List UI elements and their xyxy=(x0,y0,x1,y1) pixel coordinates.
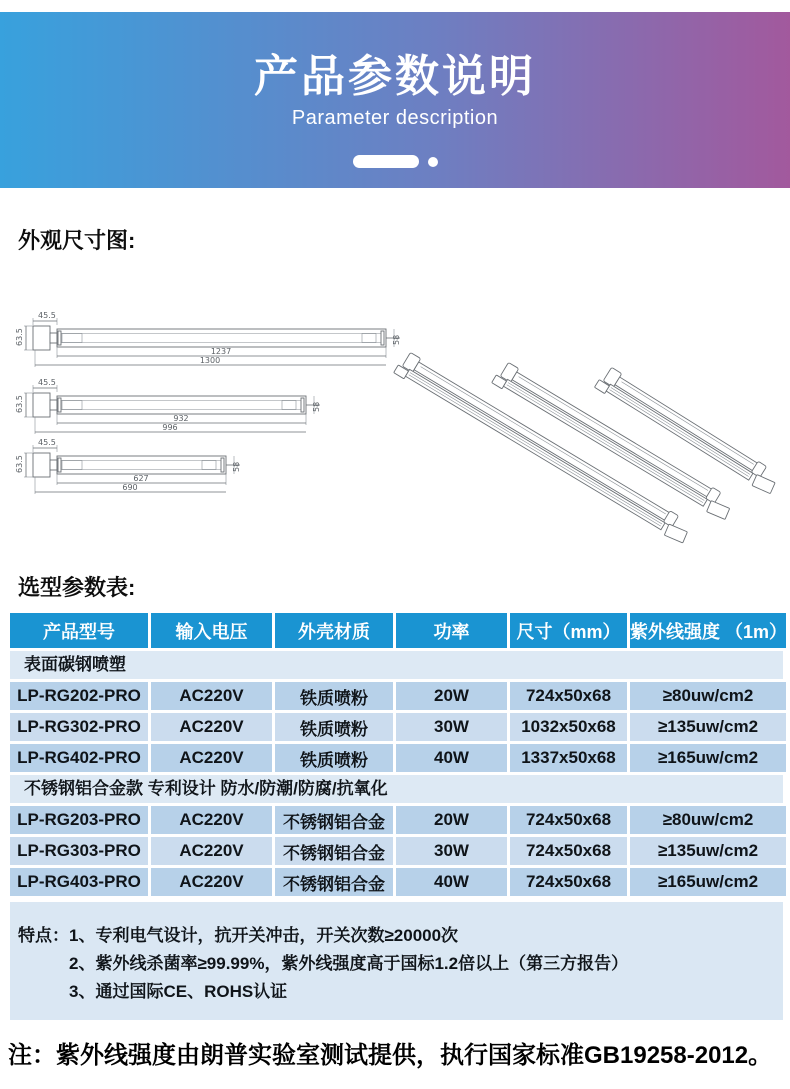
dim-inner-length: 932 xyxy=(173,414,189,423)
cell-power: 20W xyxy=(396,806,507,834)
cell-material: 铁质喷粉 xyxy=(275,682,393,710)
cell-material: 不锈钢铝合金 xyxy=(275,868,393,896)
dimensions-heading: 外观尺寸图: xyxy=(18,228,136,253)
feature-item: 2、紫外线杀菌率≥99.99%，紫外线强度高于国标1.2倍以上（第三方报告） xyxy=(69,954,629,974)
dim-end-height: 58 xyxy=(312,401,321,412)
dimension-drawing-996 xyxy=(15,378,321,434)
table-heading: 选型参数表: xyxy=(18,575,136,600)
cell-power: 40W xyxy=(396,744,507,772)
cell-power: 20W xyxy=(396,682,507,710)
dim-top-width: 45.5 xyxy=(38,438,56,447)
page-title: 产品参数说明 xyxy=(254,52,536,101)
cell-voltage: AC220V xyxy=(151,868,272,896)
dim-inner-length: 627 xyxy=(133,474,149,483)
divider-pill-icon xyxy=(353,155,419,168)
cell-size: 1032x50x68 xyxy=(510,713,627,741)
table-header-row xyxy=(10,613,788,648)
table-row xyxy=(10,868,783,896)
cell-material: 不锈钢铝合金 xyxy=(275,806,393,834)
cell-material: 不锈钢铝合金 xyxy=(275,837,393,865)
cell-power: 30W xyxy=(396,837,507,865)
dim-outer-length: 690 xyxy=(122,483,138,492)
cell-uv-intensity: ≥80uw/cm2 xyxy=(630,806,786,834)
column-header-uv-intensity: 紫外线强度 （1m） xyxy=(630,613,786,648)
cell-model: LP-RG303-PRO xyxy=(10,837,148,865)
cell-uv-intensity: ≥135uw/cm2 xyxy=(630,713,786,741)
cell-size: 724x50x68 xyxy=(510,682,627,710)
cell-uv-intensity: ≥165uw/cm2 xyxy=(630,868,786,896)
column-header-model: 产品型号 xyxy=(10,613,148,648)
cell-material: 铁质喷粉 xyxy=(275,744,393,772)
dim-outer-length: 996 xyxy=(162,423,178,432)
column-header-material: 外壳材质 xyxy=(275,613,393,648)
isometric-lamp-large xyxy=(394,350,695,545)
cell-uv-intensity: ≥165uw/cm2 xyxy=(630,744,786,772)
cell-voltage: AC220V xyxy=(151,806,272,834)
dim-side-height: 63.5 xyxy=(15,455,24,473)
dim-inner-length: 1237 xyxy=(210,347,232,356)
page-subtitle: Parameter description xyxy=(291,107,499,129)
cell-power: 30W xyxy=(396,713,507,741)
cell-material: 铁质喷粉 xyxy=(275,713,393,741)
table-group-row-stainless: 不锈钢铝合金款 专利设计 防水/防潮/防腐/抗氧化 xyxy=(10,775,783,803)
cell-size: 724x50x68 xyxy=(510,837,627,865)
cell-model: LP-RG203-PRO xyxy=(10,806,148,834)
dimension-drawings xyxy=(0,288,790,566)
cell-size: 724x50x68 xyxy=(510,806,627,834)
cell-power: 40W xyxy=(396,868,507,896)
column-header-size: 尺寸（mm） xyxy=(510,613,627,648)
dim-side-height: 63.5 xyxy=(15,395,24,413)
dim-end-height: 58 xyxy=(392,334,401,345)
divider-dot-icon xyxy=(428,157,438,167)
dimension-drawing-690 xyxy=(15,438,241,494)
cell-voltage: AC220V xyxy=(151,744,272,772)
feature-item: 3、通过国际CE、ROHS认证 xyxy=(69,982,288,1002)
table-row xyxy=(10,682,783,710)
cell-size: 1337x50x68 xyxy=(510,744,627,772)
banner-divider xyxy=(0,155,790,168)
dim-side-height: 63.5 xyxy=(15,328,24,346)
table-row xyxy=(10,806,783,834)
cell-uv-intensity: ≥135uw/cm2 xyxy=(630,837,786,865)
feature-item: 1、专利电气设计，抗开关冲击，开关次数≥20000次 xyxy=(69,926,459,945)
cell-uv-intensity: ≥80uw/cm2 xyxy=(630,682,786,710)
table-row xyxy=(10,744,783,772)
column-header-power: 功率 xyxy=(396,613,507,648)
note-text: 注：紫外线强度由朗普实验室测试提供，执行国家标准GB19258-2012。 xyxy=(8,1042,773,1069)
cell-size: 724x50x68 xyxy=(510,868,627,896)
dimension-drawings-svg xyxy=(0,288,790,566)
cell-model: LP-RG402-PRO xyxy=(10,744,148,772)
column-header-voltage: 输入电压 xyxy=(151,613,272,648)
features-label: 特点： xyxy=(18,926,69,945)
cell-voltage: AC220V xyxy=(151,713,272,741)
cell-model: LP-RG403-PRO xyxy=(10,868,148,896)
spec-table xyxy=(10,613,788,899)
cell-voltage: AC220V xyxy=(151,682,272,710)
cell-voltage: AC220V xyxy=(151,837,272,865)
banner xyxy=(0,12,790,188)
table-group-row-carbon-steel: 表面碳钢喷塑 xyxy=(10,651,783,679)
table-row xyxy=(10,837,783,865)
cell-model: LP-RG202-PRO xyxy=(10,682,148,710)
table-row xyxy=(10,713,783,741)
features-list xyxy=(69,922,773,1006)
cell-model: LP-RG302-PRO xyxy=(10,713,148,741)
features-block xyxy=(10,902,783,1020)
dim-top-width: 45.5 xyxy=(38,378,56,387)
dim-outer-length: 1300 xyxy=(199,356,221,365)
dim-end-height: 58 xyxy=(232,461,241,472)
dimension-drawing-1300 xyxy=(15,311,401,367)
dim-top-width: 45.5 xyxy=(38,311,56,320)
